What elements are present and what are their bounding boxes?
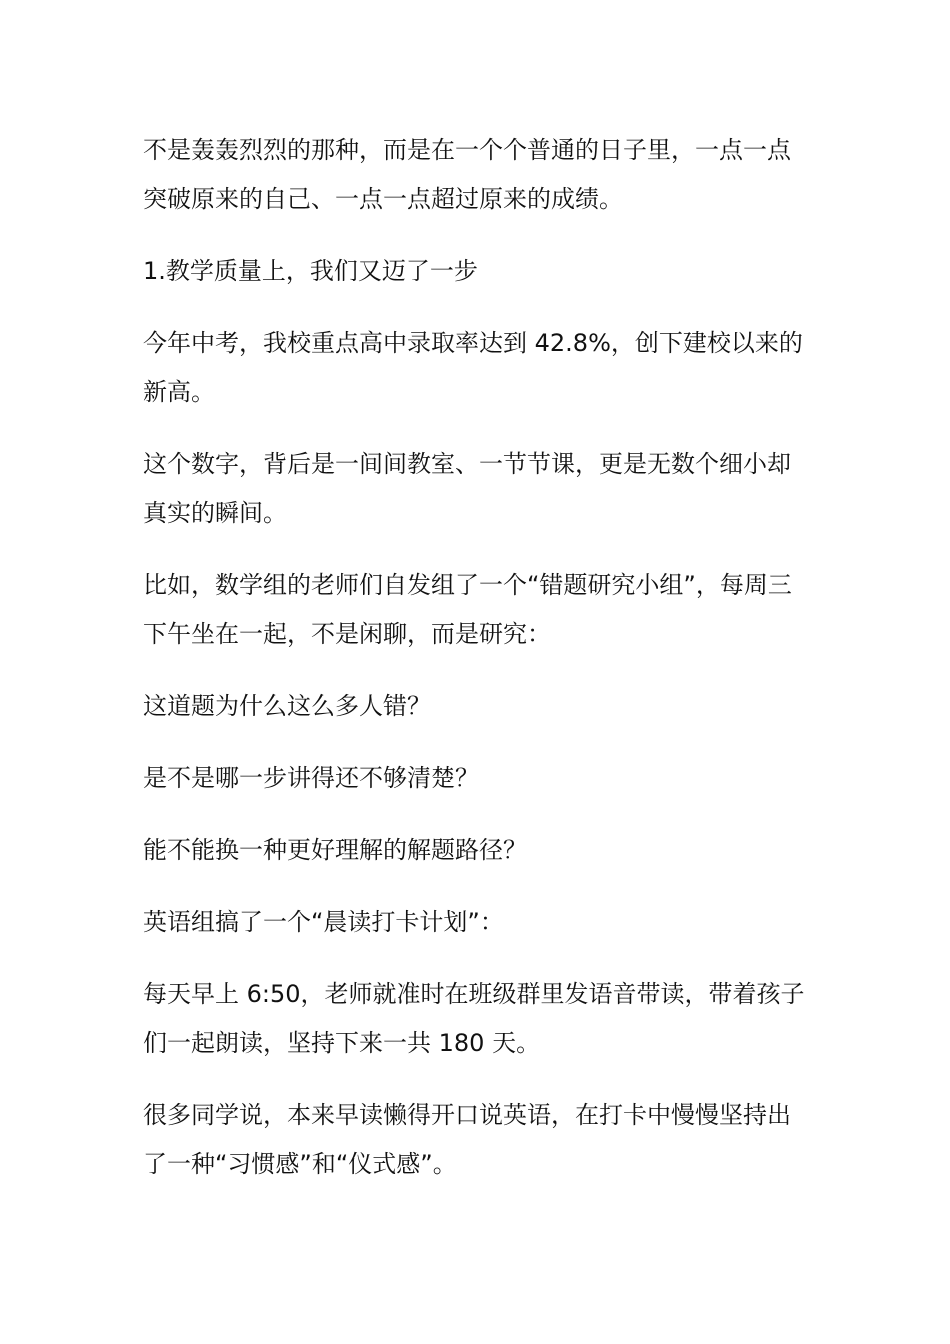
paragraph-admission-rate: 今年中考，我校重点高中录取率达到 42.8%，创下建校以来的新高。 (143, 329, 803, 406)
paragraph-student-feedback: 很多同学说，本来早读懒得开口说英语，在打卡中慢慢坚持出了一种“习惯感”和“仪式感”。 (143, 1101, 791, 1178)
question-item: 能不能换一种更好理解的解题路径？ (143, 836, 527, 864)
paragraph-math-group: 比如，数学组的老师们自发组了一个“错题研究小组”，每周三下午坐在一起，不是闲聊，而是研究： (143, 571, 792, 648)
paragraph-morning-reading: 每天早上 6:50，老师就准时在班级群里发语音带读，带着孩子们一起朗读，坚持下来一共 180 天。 (143, 980, 805, 1057)
document-body (143, 126, 811, 1212)
question-item: 这道题为什么这么多人错？ (143, 692, 431, 720)
paragraph-behind-number: 这个数字，背后是一间间教室、一节节课，更是无数个细小却真实的瞬间。 (143, 450, 791, 527)
paragraph-intro: 不是轰轰烈烈的那种，而是在一个个普通的日子里，一点一点突破原来的自己、一点一点超过原来的成绩。 (143, 136, 791, 213)
question-item: 是不是哪一步讲得还不够清楚？ (143, 764, 479, 792)
paragraph-english-group: 英语组搞了一个“晨读打卡计划”： (143, 908, 504, 936)
section-heading: 1.教学质量上，我们又迈了一步 (143, 257, 478, 285)
